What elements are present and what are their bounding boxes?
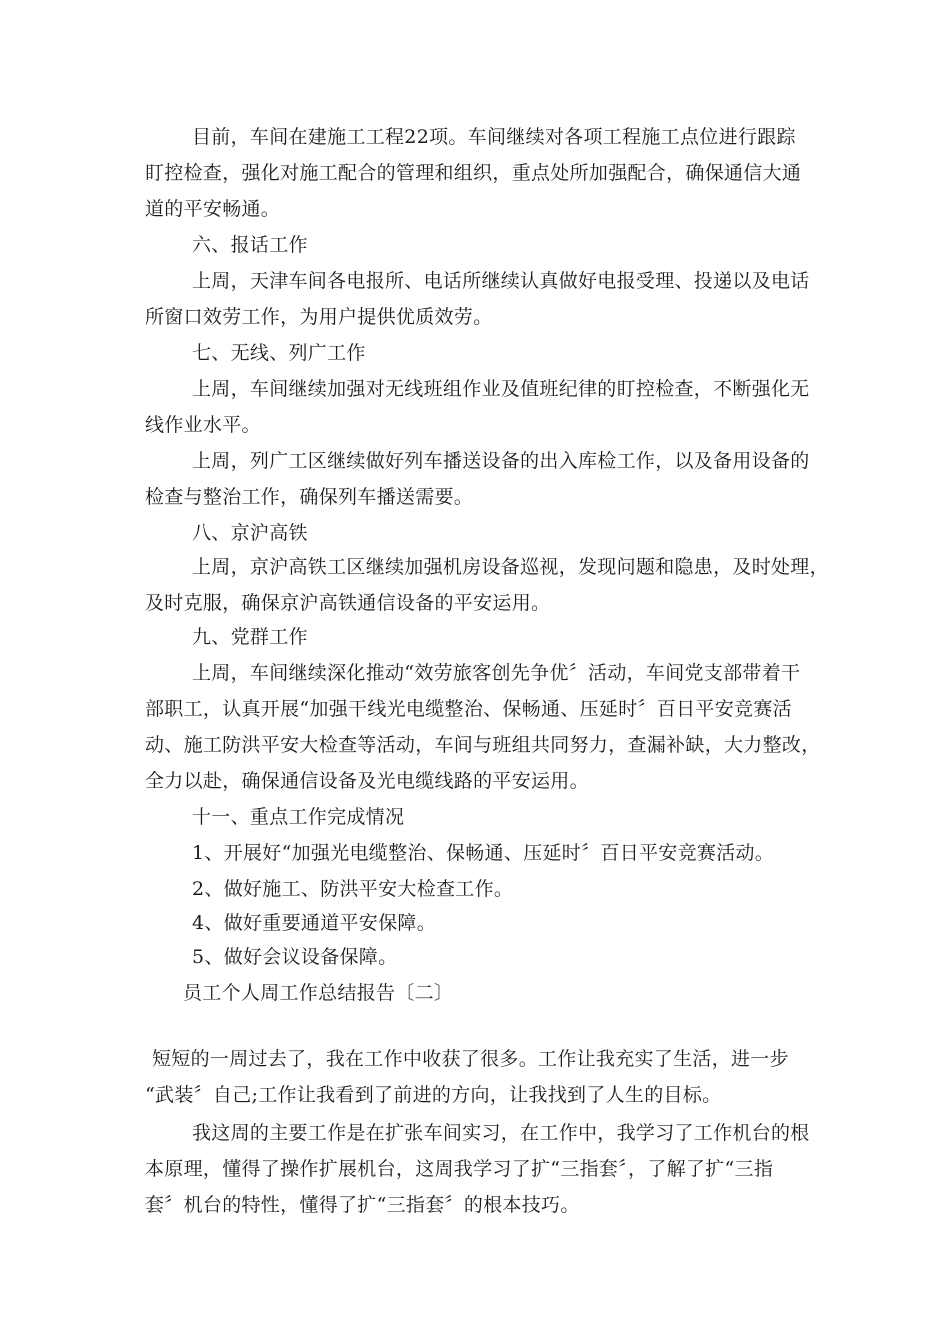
paragraph-line: 本原理，懂得了操作扩展机台，这周我学习了扩“三指套〞，了解了扩“三指: [145, 1158, 774, 1180]
paragraph-line: 及时克服，确保京沪高铁通信设备的平安运用。: [145, 592, 551, 614]
paragraph-line: 短短的一周过去了，我在工作中收获了很多。工作让我充实了生活，进一步: [152, 1048, 789, 1070]
list-item: 5、做好会议设备保障。: [192, 946, 398, 968]
list-item: 2、做好施工、防洪平安大检查工作。: [192, 878, 514, 900]
paragraph-line: “武装〞自己;工作让我看到了前进的方向，让我找到了人生的目标。: [145, 1084, 722, 1106]
section-heading: 八、京沪高铁: [192, 522, 308, 544]
paragraph-line: 全力以赴，确保通信设备及光电缆线路的平安运用。: [145, 770, 589, 792]
paragraph-line: 线作业水平。: [145, 414, 261, 436]
paragraph-line: 上周，天津车间各电报所、电话所继续认真做好电报受理、投递以及电话: [192, 270, 810, 292]
paragraph-line: 盯控检查，强化对施工配合的管理和组织，重点处所加强配合，确保通信大通: [145, 162, 802, 184]
report-title: 员工个人周工作总结报告〔二〕: [183, 982, 454, 1004]
paragraph-line: 部职工，认真开展“加强干线光电缆整治、保畅通、压延时〞百日平安竞赛活: [145, 698, 792, 720]
list-item: 4、做好重要通道平安保障。: [192, 912, 436, 934]
paragraph-line: 上周，列广工区继续做好列车播送设备的出入库检工作，以及备用设备的: [192, 450, 810, 472]
paragraph-line: 我这周的主要工作是在扩张车间实习，在工作中，我学习了工作机台的根: [192, 1122, 810, 1144]
paragraph-line: 道的平安畅通。: [145, 198, 281, 220]
list-item: 1、开展好“加强光电缆整治、保畅通、压延时〞百日平安竞赛活动。: [192, 842, 775, 864]
section-heading: 十一、重点工作完成情况: [192, 806, 405, 828]
paragraph-line: 上周，车间继续加强对无线班组作业及值班纪律的盯控检查，不断强化无: [192, 378, 810, 400]
section-heading: 九、党群工作: [192, 626, 308, 648]
paragraph-line: 套〞机台的特性，懂得了扩“三指套〞的根本技巧。: [145, 1194, 580, 1216]
paragraph-line: 检查与整治工作，确保列车播送需要。: [145, 486, 474, 508]
section-heading: 六、报话工作: [192, 234, 308, 256]
paragraph-line: 上周，京沪高铁工区继续加强机房设备巡视，发现问题和隐患，及时处理，: [192, 556, 829, 578]
paragraph-line: 所窗口效劳工作，为用户提供优质效劳。: [145, 306, 493, 328]
paragraph-line: 上周，车间继续深化推动“效劳旅客创先争优〞活动，车间党支部带着干: [192, 662, 801, 684]
paragraph-line: 动、施工防洪平安大检查等活动，车间与班组共同努力，查漏补缺，大力整改，: [145, 734, 821, 756]
section-heading: 七、无线、列广工作: [192, 342, 366, 364]
paragraph-line: 目前，车间在建施工工程22项。车间继续对各项工程施工点位进行跟踪: [192, 126, 796, 148]
